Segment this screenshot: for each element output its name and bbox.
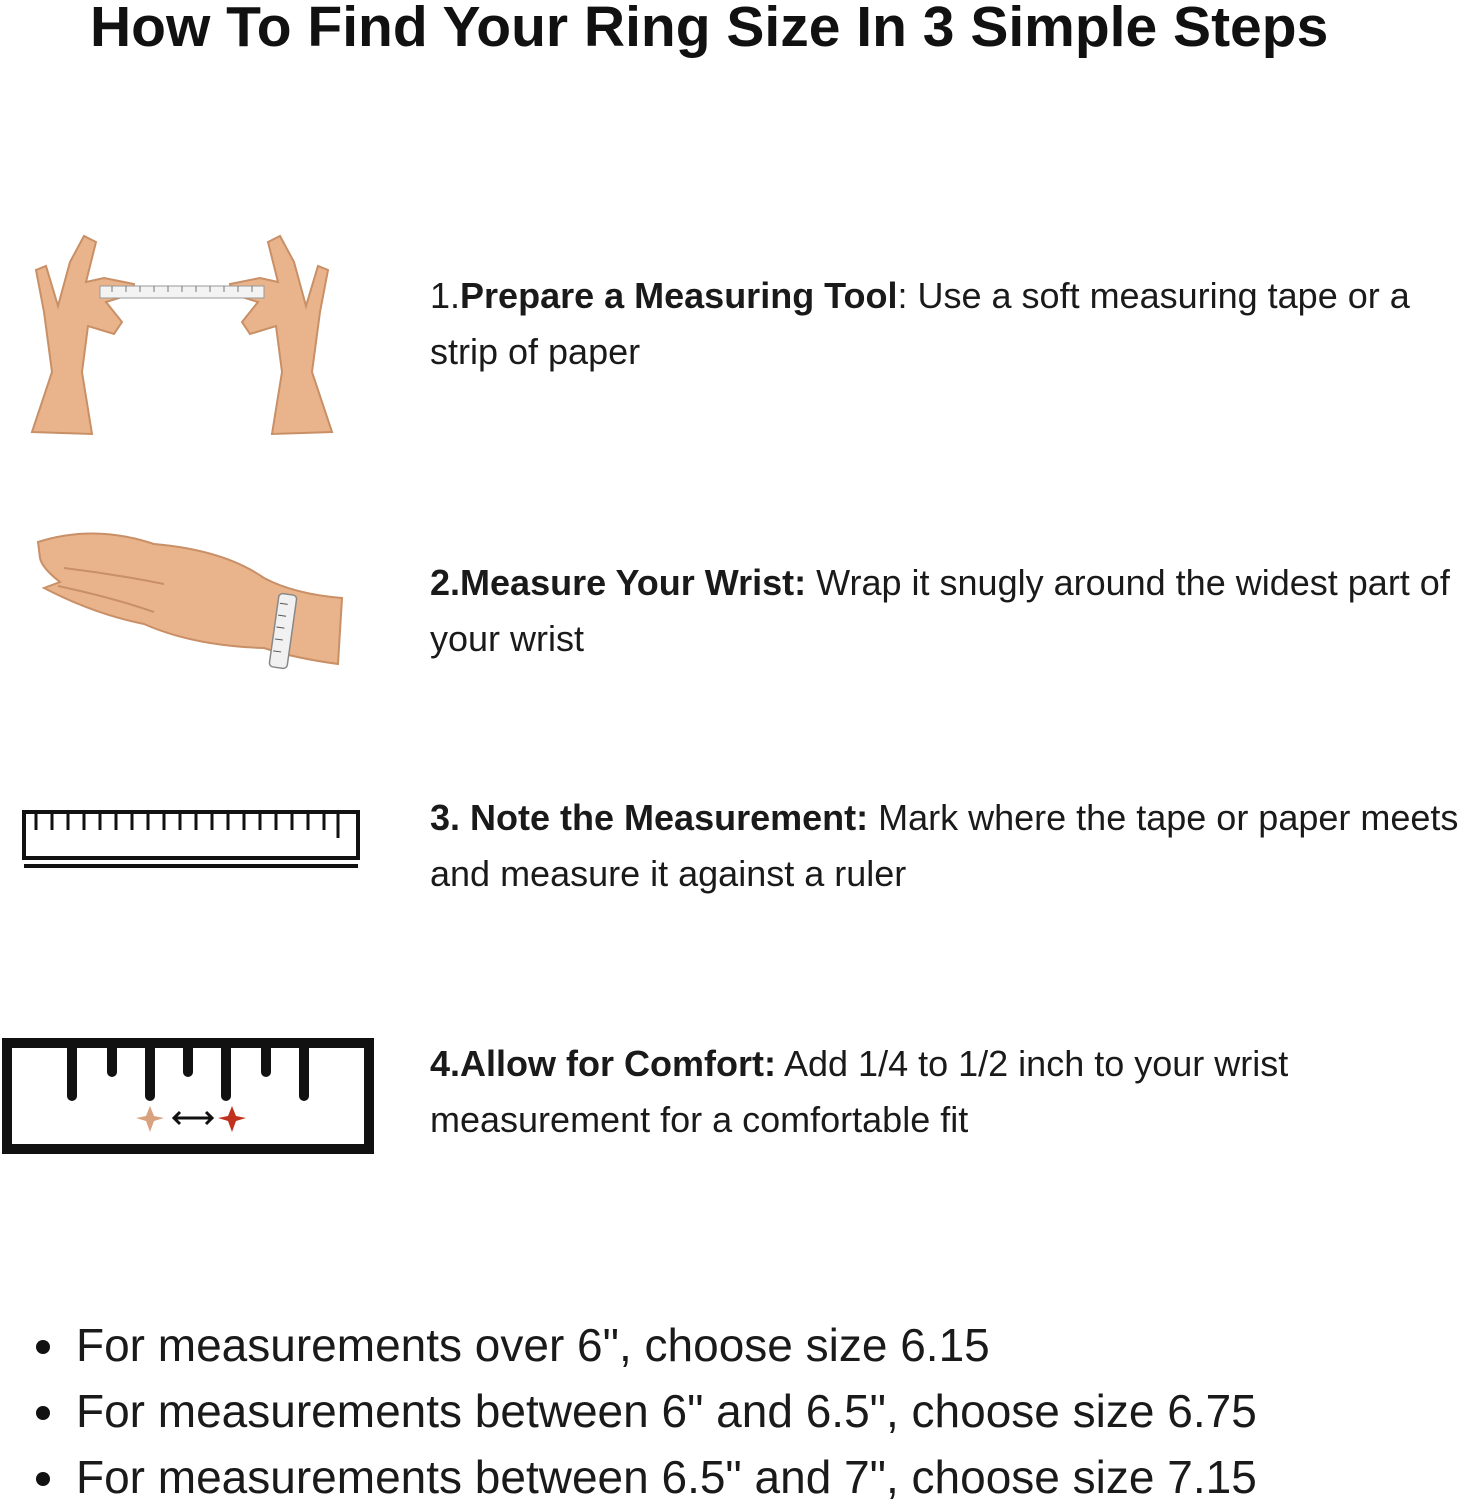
- size-guide-text: For measurements over 6", choose size 6.15: [76, 1319, 990, 1371]
- step-1-number: 1.: [430, 275, 461, 316]
- wrist-tape-icon: [34, 528, 349, 678]
- list-item: [30, 1312, 1450, 1378]
- step-1-text: Use a soft measuring tape or a strip of paper: [430, 275, 1410, 372]
- bullet-icon: [36, 1406, 50, 1420]
- step-1: [430, 268, 1470, 380]
- step-2-heading: Measure Your Wrist:: [460, 562, 807, 603]
- step-2-number: 2.: [430, 562, 461, 603]
- step-2-text: Wrap it snugly around the widest part of your wrist: [430, 562, 1450, 659]
- step-2: [430, 555, 1470, 667]
- step-3: [430, 790, 1470, 902]
- step-1-heading: Prepare a Measuring Tool: [460, 275, 898, 316]
- bullet-icon: [36, 1472, 50, 1486]
- step-3-text: Mark where the tape or paper meets and measure it against a ruler: [430, 797, 1459, 894]
- size-guide-text: For measurements between 6" and 6.5", choose size 6.75: [76, 1385, 1257, 1437]
- step-3-number: 3.: [430, 797, 471, 838]
- step-1-separator: :: [897, 275, 918, 316]
- size-guide-text: For measurements between 6.5" and 7", choose size 7.15: [76, 1451, 1257, 1503]
- step-4-text: Add 1/4 to 1/2 inch to your wrist measurement for a comfortable fit: [430, 1043, 1289, 1140]
- ruler-icon: [20, 808, 364, 874]
- list-item: [30, 1378, 1450, 1444]
- step-4-heading: Allow for Comfort:: [460, 1043, 776, 1084]
- step-2-separator: [806, 562, 816, 603]
- step-4-separator: [776, 1043, 784, 1084]
- page-title: How To Find Your Ring Size In 3 Simple Steps: [90, 0, 1329, 59]
- step-4: [430, 1036, 1470, 1148]
- hands-tape-icon: [22, 222, 342, 442]
- size-guide-list: [30, 1312, 1450, 1510]
- step-3-separator: [868, 797, 878, 838]
- list-item: [30, 1444, 1450, 1510]
- ruler-comfort-icon: [0, 1036, 376, 1156]
- step-3-heading: Note the Measurement:: [470, 797, 869, 838]
- step-4-number: 4.: [430, 1043, 461, 1084]
- bullet-icon: [36, 1340, 50, 1354]
